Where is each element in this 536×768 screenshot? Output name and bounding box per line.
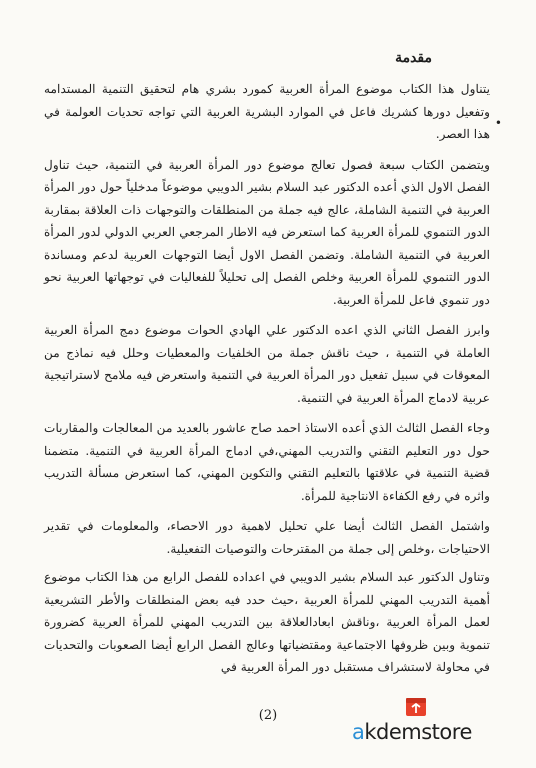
paragraph-2: ويتضمن الكتاب سبعة فصول تعالج موضوع دور المرأة العربية في التنمية، حيث تناول الفصل الاول الذي أعده الدكتور عبد السلام بشير الدويبي موضوعاً مدخلياً حول دور المرأة العربية في التنمية الشاملة، عالج فيه جملة من المنطلقات والتوجهات ذات العلاقة بمقاربة الدور التنموي للمرأة العربية كما استعرض فيه الاطار المرجعي العربي الدولي لدور المرأة العربية في التنمية الشاملة. وتضمن الفصل الاول أيضا التوجهات العربية لدعم ومساندة الدور التنموي للمرأة العربية وخلص الفصل إلى تحليلاً للفعاليات في توجهاتها العربية نحو دور تنموي فاعل للمرأة العربية. [44,157,490,307]
page-number: (2) [258,708,278,723]
watermark-logo [352,694,482,750]
logo-rest: kdemstore [364,720,472,744]
paragraph-1: يتناول هذا الكتاب موضوع المرأة العربية كمورد بشري هام لتحقيق التنمية المستدامه وتفعيل دورها كشريك فاعل في الموارد البشرية العربية التي تواجه تحديات العولمة في هذا العصر. [44,82,490,141]
paragraph-3: وابرز الفصل الثاني الذي اعده الدكتور علي الهادي الحوات موضوع دمج المرأة العربية العاملة في التنمية ، حيث ناقش جملة من الخلفيات والمعطيات وحلل فيه نماذج من المعوقات في سبيل تفعيل دور المرأة العربية في التنمية واستعرض فيه ملامح لاستراتيجية عربية لادماج المرأة العربية في التنمية. [44,323,490,405]
watermark-logo-text [352,720,472,744]
logo-letter: a [352,720,365,744]
body-text [44,78,502,687]
paragraph-6: وتناول الدكتور عبد السلام بشير الدويبي في اعداده للفصل الرابع من هذا الكتاب موضوع أهمية التدريب المهني للمرأة العربية ،حيث حدد فيه بعض المنطلقات والأطر التشريعية لعمل المرأة العربية ،وناقش ابعادالعلاقة بين التدريب المهني للمرأة العربية كضرورة تنموية وبين ظروفها الاجتماعية ومقتضياتها وعالج الفصل الرابع أيضا الصعوبات والتحديات في محاولة لاستشراف مستقبل دور المرأة العربية في [44,570,490,674]
gift-box-icon [404,694,428,718]
paragraph-4: وجاء الفصل الثالث الذي أعده الاستاذ احمد صاح عاشور بالعديد من المعالجات والمقاربات حول دور التعليم التقني والتدريب المهني،في ادماج المرأة العربية في التنمية. متضمنا قضية التنمية في علاقتها بالتعليم التقني والتكوين المهني، كما استعرض مسألة التدريب واثره في رفع الكفاءة الانتاجية للمرأة. [44,421,490,503]
bullet-marker: • [494,116,502,130]
paragraph-5: واشتمل الفصل الثالث أيضا علي تحليل لاهمية دور الاحصاء، والمعلومات في تقدير الاحتياجات ،وخلص إلى جملة من المقترحات والتوصيات التفعيلية. [44,519,490,556]
page-heading: مقدمة [395,50,432,66]
